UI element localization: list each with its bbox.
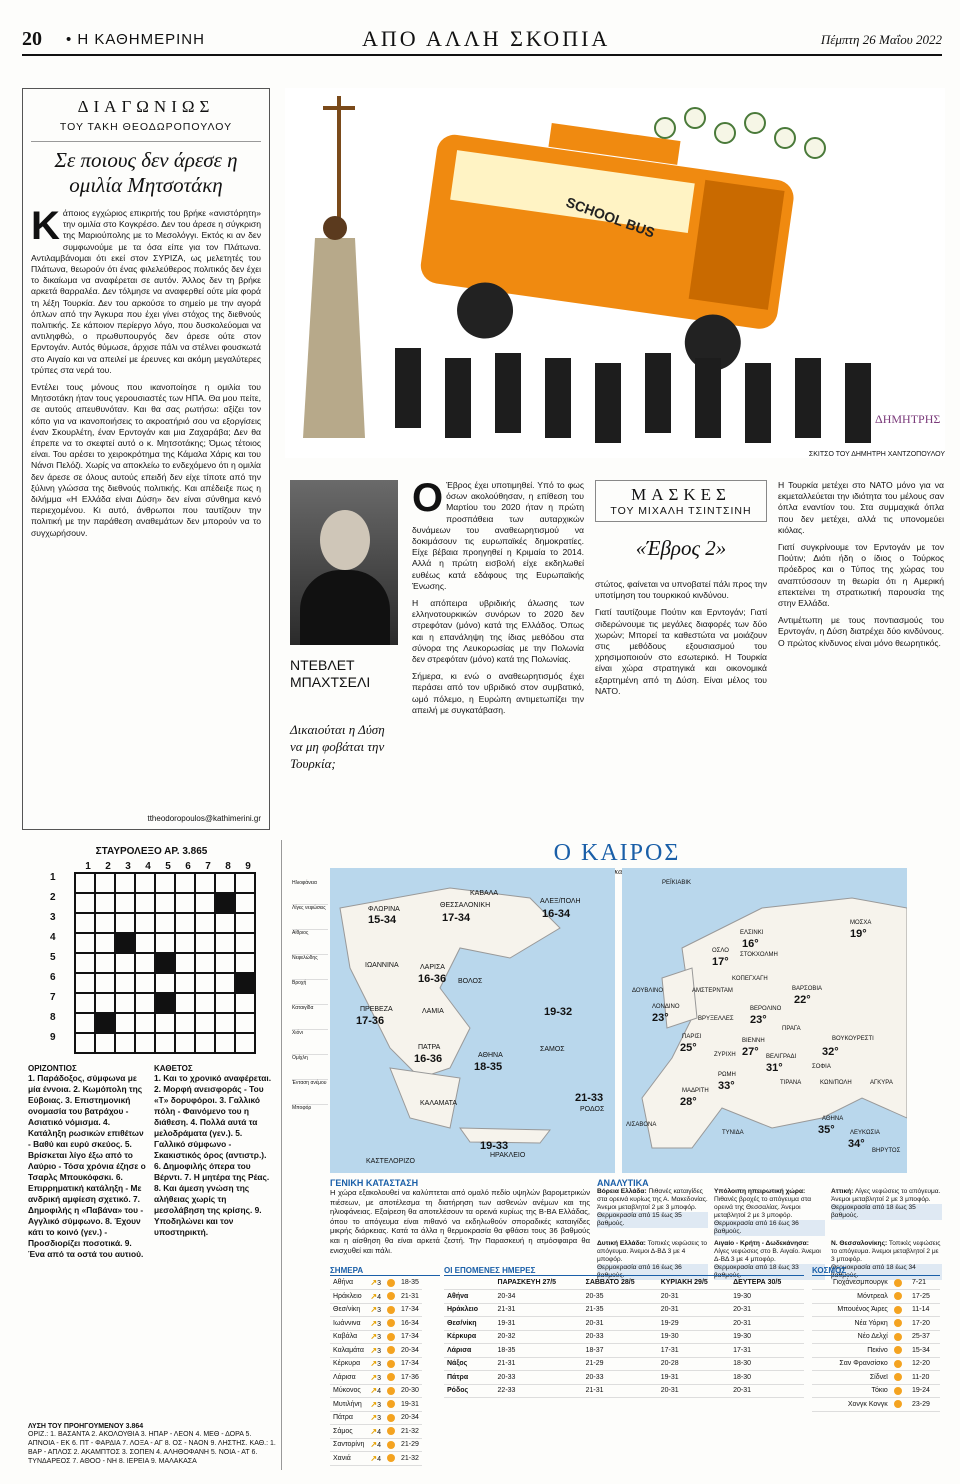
map-city: ΒΑΡΣΟΒΙΑ xyxy=(792,986,823,992)
map-city: ΛΟΝΔΙΝΟ xyxy=(652,1004,680,1010)
paragraph: Η Τουρκία μετέχει στο ΝΑΤΟ μόνο για να εκμεταλλεύεται την ιδιότητα του μέλους σαν όπλα εναντίον του. Στα συμμαχικά όπλα που δεν μετέχει, αλλά τις υπονομεύει κιόλας. xyxy=(778,480,944,535)
column-kicker: ΜΑΣΚΕΣ xyxy=(631,485,731,504)
drop-cap: Ο xyxy=(412,476,444,520)
map-temp: 16-36 xyxy=(414,1053,443,1065)
region-forecast: Δυτική Ελλάδα: Τοπικές νεφώσεις το απόγευμα. Άνεμοι Δ-ΒΔ 3 με 4 μποφόρ. Θερμοκρασία από 16 έως 36 βαθμούς. xyxy=(597,1240,708,1279)
map-temp: 21-33 xyxy=(575,1092,604,1104)
map-city: ΠΑΤΡΑ xyxy=(418,1044,441,1051)
crossword xyxy=(22,840,282,1470)
map-temp: 19-32 xyxy=(544,1006,573,1018)
map-city: ΛΑΡΙΣΑ xyxy=(420,964,445,971)
map-city: ΒΡΥΞΕΛΛΕΣ xyxy=(698,1016,734,1022)
map-city: ΦΛΩΡΙΝΑ xyxy=(368,906,400,913)
map-temp: 19-33 xyxy=(480,1140,509,1152)
table-row: Σίδνεϊ 11-20 xyxy=(812,1371,940,1385)
table-row: Ηράκλειο 21-31 21-35 20-31 20-31 xyxy=(444,1303,804,1317)
column-byline: ΤΟΥ ΤΑΚΗ ΘΕΟΔΩΡΟΠΟΥΛΟΥ xyxy=(59,121,233,133)
map-city: ΚΟΠΕΓΧΑΓΗ xyxy=(732,976,768,982)
paragraph: Σήμερα, κι ενώ ο αναθεωρητισμός έχει περάσει από τον υβριδικό στον συμβατικό, ωμό πόλεμο, η Ευρώπη αντιμετωπίζει την απειλή με συγκατάβαση. xyxy=(412,671,584,715)
map-city: ΑΓΚΥΡΑ xyxy=(870,1080,893,1086)
map-city: ΛΑΜΙΑ xyxy=(422,1008,444,1015)
map-city: ΣΟΦΙΑ xyxy=(812,1064,831,1070)
general-situation: ΓΕΝΙΚΗ ΚΑΤΑΣΤΑΣΗ Η χώρα εξακολουθεί να καλύπτεται από ομαλό πεδίο υψηλών βαρομετρικών πιέσεων, με αποτέλεσμα τη διατήρηση των ασθενών ανέμων και της ηλιοφάνειας. Εξαίρεση θα αποτελέσουν τα ορεινά κυρίως της Β-ΒΑ Ελλάδας, όπου το απόγευμα είναι πιθανό να εκδηλωθούν σποραδικές καταιγίδες μικρής διάρκειας. Κατά τα άλλα η θερμοκρασία θα φθάσει τους 36 βαθμούς και η αίσθηση θα είναι αρκετά ζεστή. Την Παρασκευή η ατμόσφαιρα θα ενισχυθεί και πάλι. xyxy=(330,1178,590,1255)
publication-name: • Η ΚΑΘΗΜΕΡΙΝΗ xyxy=(66,31,205,48)
evros-column xyxy=(412,476,584,835)
map-temp: 15-34 xyxy=(368,914,397,926)
map-temp: 23° xyxy=(750,1014,767,1026)
map-city: ΛΙΣΑΒΟΝΑ xyxy=(626,1122,657,1128)
page-number: 20 xyxy=(22,28,42,50)
crossword-title: ΣΤΑΥΡΟΛΕΞΟ ΑΡ. 3.865 xyxy=(95,846,208,857)
column-headline: «Έβρος 2» xyxy=(635,536,727,560)
map-city: ΑΜΣΤΕΡΝΤΑΜ xyxy=(692,988,733,994)
crossword-row-numbers: 1 2 3 4 5 6 7 8 9 xyxy=(50,872,56,1043)
map-city: ΚΑΣΤΕΛΟΡΙΖΟ xyxy=(366,1158,415,1165)
crossword-col-numbers: 1 2 3 4 5 6 7 8 9 xyxy=(85,861,251,872)
cartoon-illustration xyxy=(285,88,945,458)
paragraph: στώτος, φαίνεται να υπνοβατεί πάλι προς την υποτίμηση του τουρκικού κινδύνου. xyxy=(595,579,768,601)
map-city: ΖΥΡΙΧΗ xyxy=(714,1052,736,1058)
right-column xyxy=(778,480,944,835)
paragraph: Εντέλει τους μόνους που ικανοποίησε η ομιλία του Μητσοτάκη ήταν τους γερουσιαστές των ΗΠΑ. Θα μου πείτε, σε αυτούς απευθυνόταν. Και θα σας ρωτήσω: αξίζει τον κόπο για να ικανοποιήσεις το ακροατήριό σου να εξοργίσεις έναν Σκουρλέτη, έναν Ερντογάν και μια Ζαχαράβα; Δεν θα έπρεπε να το σκεφτεί αυτό ο κ. Μητσοτάκης; Όμως τέτοιος είναι. Του αρέσει το χειροκρότημα της Κάμαλα Χάρις και του Νάνσι Πελόζι. Χωρίς να αποκλείω το ενδεχόμενο ότι η ομιλία δεν άρεσε σε όλους αυτούς επειδή δεν είχε τίποτε από την ξύλινη γλώσσα της διεθνούς πολιτικής. Και απέδειξε πως η διλήμμα «Η Ελλάδα είναι Δύση» δεν είναι σύνθημα κενό περιεχομένου. Κι αυτό, άνθρωποι που ταυτίζουν την πολιτική με την παράθεση αναθεμάτων δεν μπορούν να το συγχωρήσουν. xyxy=(31,382,261,538)
solution-text: ΟΡΙΖ.: 1. ΒΑΣΑΝΤΑ 2. ΑΚΟΛΟΥΘΙΑ 3. ΗΠΑΡ - ΛΕΟΝ 4. ΜΕΘ - ΔΟΡΑ 5. ΑΠΝΟΙΑ - ΕΚ 6. ΠΤ - ΦΑΡΔΙΑ 7. ΛΟΞΑ - ΑΓ 8. ΟΣ - ΝΑΟΝ 9. ΛΗΣΤΗΣ. ΚΑΘ.: 1. ΒΑΡ - ΑΠΛΟΣ 2. ΑΚΑΜΠΤΟΣ 3. ΣΟΠΕΝ 4. ΑΛΗΘΟΦΑΝΗ 5. ΝΟΙΑ - ΑΤ 6. ΤΥΝΔΑΡΕΟΣ 7. ΑΘΟΟ - ΝΗ 8. ΙΕΡΕΙΑ 9. ΜΑΛΑΚΑΣΑ xyxy=(28,1431,276,1465)
issue-date: Πέμπτη 26 Μαΐου 2022 xyxy=(820,32,942,47)
map-city: ΘΕΣΣΑΛΟΝΙΚΗ xyxy=(440,902,491,909)
table-row: Νέο Δελχί 25-37 xyxy=(812,1330,940,1344)
map-city: ΑΛΕΞ/ΠΟΛΗ xyxy=(540,898,581,905)
analytics: ΑΝΑΛΥΤΙΚΑ Βόρεια Ελλάδα: Πιθανές καταιγίδες στα ορεινά κυρίως της Α. Μακεδονίας. Άνεμοι μεταβλητοί 2 με 3 μποφόρ. Θερμοκρασία από 15 έως 35 βαθμούς. Υπόλοιπη ηπειρωτική χώρα: Πιθανές βροχές το απόγευμα στα ορεινά της Θεσσαλίας. Άνεμοι μεταβλητοί 2 με 3 μποφόρ. Θερμοκρασία από 16 έως 36 βαθμούς. Αττική: Λίγες νεφώσεις το απόγευμα. Άνεμοι μεταβλητοί 2 με 3 μποφόρ. Θερμοκρασία από 18 έως 35 βαθμούς. Δυτική Ελλάδα: Τοπικές νεφώσεις το απόγευμα. Άνεμοι Δ-ΒΔ 3 με 4 μποφόρ. Θερμοκρασία από 16 έως 36 βαθμούς. Αιγαίο - Κρήτη - Δωδεκάνησα: Λίγες νεφώσεις στο Β. Αιγαίο. Άνεμοι Δ-ΒΔ 3 με 4 μποφόρ. Θερμοκρασία από 18 έως 33 βαθμούς. Ν. Θεσσαλονίκης: Τοπικές νεφώσεις το απόγευμα. Άνεμοι μεταβλητοί 2 με 3 μποφόρ. Θερμοκρασία από 18 έως 34 βαθμούς. xyxy=(597,1178,941,1279)
portrait-photo xyxy=(290,480,398,645)
map-city: ΑΘΗΝΑ xyxy=(478,1052,503,1059)
greece-map xyxy=(330,868,615,1173)
map-city: ΡΕΪΚΙΑΒΙΚ xyxy=(662,880,692,886)
table-row: Χονγκ Κονγκ 23-29 xyxy=(812,1398,940,1412)
map-city: ΑΘΗΝΑ xyxy=(822,1116,844,1122)
map-city: ΒΕΛΙΓΡΑΔΙ xyxy=(766,1054,797,1060)
map-city: ΙΩΑΝΝΙΝΑ xyxy=(365,962,399,969)
weather-legend: Ηλιοφάνεια Λίγες νεφώσεις Αίθριος Νεφελώδης Βροχή Καταιγίδα Χιόνι Ομίχλη Ένταση ανέμου Μποφόρ xyxy=(292,880,327,1111)
map-city: ΒΟΛΟΣ xyxy=(458,978,483,985)
table-row: Μπουένος Άιρες 11-14 xyxy=(812,1303,940,1317)
region-forecast: Υπόλοιπη ηπειρωτική χώρα: Πιθανές βροχές το απόγευμα στα ορεινά της Θεσσαλίας. Άνεμοι μεταβλητοί 2 με 3 μποφόρ. Θερμοκρασία από 16 έως 36 βαθμούς. xyxy=(714,1188,825,1236)
paragraph: Έβρος έχει υποτιμηθεί. Υπό το φως όσων ακολούθησαν, η επίθεση του Μαρτίου του 2020 ήταν η πρώτη προσπάθεια των αυταρχικών δυνάμεων του αναθεωρητισμού να δοκιμάσουν τις ευρωπαϊκές δημοκρατίες. Είχε βέβαια προηγηθεί η Κριμαία το 2014. Αλλά η πρώτη εισβολή είχε εκδηλωθεί ευθέως κατά εδάφους της Ευρωπαϊκής Ένωσης. xyxy=(412,480,584,591)
author-email: ttheodoropoulos@kathimerini.gr xyxy=(147,814,261,823)
bus-label: SCHOOL BUS xyxy=(563,193,657,241)
region-forecast: Ν. Θεσσαλονίκης: Τοπικές νεφώσεις το απόγευμα. Άνεμοι μεταβλητοί 2 με 3 μποφόρ. Θερμοκρασία από 18 έως 34 βαθμούς. xyxy=(831,1240,941,1279)
map-city: ΚΑΛΑΜΑΤΑ xyxy=(420,1100,458,1107)
map-city: ΒΕΡΟΛΙΝΟ xyxy=(750,1006,782,1012)
table-row: Αθήνα ↗3 18-35 xyxy=(330,1276,422,1290)
maskes-column xyxy=(595,480,767,835)
vertical-clues: 1. Και το χρονικό αναφέρεται. 2. Μορφή ανεισφοράς - Του «Τ» δορυφόροι. 3. Γαλλικό πόλη - Φαινόμενο του η διάθεση. 4. Πολλά αυτά τα μελοδράματα (γεν.). 5. Γαλλικό σύμφωνο - Σκακιστικός όρος (αντιστρ.). 6. Δημοφιλής όπερα του Βέρντι. 7. Η μητέρα της Ρέας. 8. Και άμεση γνώση της αλήθειας χωρίς τη μεσολάβηση της κρίσης. 9. Υποδηλώνει και τον υποστηρικτή. xyxy=(154,1073,272,1237)
column-byline: ΤΟΥ ΜΙΧΑΛΗ ΤΣΙΝΤΣΙΝΗ xyxy=(610,505,752,517)
cartoon-signature: ΔΗΜΗΤΡΗΣ xyxy=(875,412,941,426)
table-row: Μύκονος ↗4 20-30 xyxy=(330,1384,422,1398)
horizontal-clues: 1. Παράδοξος, σύμφωνα με μία έννοια. 2. Κωμόπολη της Εύβοιας. 3. Επιστημονική ονομασία του βατράχου - Ασιατικό νόμισμα. 4. Κατάληξη ρωσικών επιθέτων - Βαθύ και ευρύ σκεύος. 5. Βρίσκεται λίγο έξω από το Λαύριο - Τόσα χρόνια έζησε ο Τσαρλς Μπουκόφσκι. 6. Επιρρηματική κατάληξη - Με ανδρική αμφίεση σχετικό. 7. Δημοφιλής η «Παβάνα» του - Αγγλικό σύμφωνο. 8. Έχουν κάτι το κοινό (γεν.) - Προσδιορίζει ποσοτικά. 9. Ένα από τα οστά του αυτιού. xyxy=(28,1073,146,1259)
map-temp: 17-36 xyxy=(356,1015,385,1027)
paragraph: Αντιμέτωπη με τους ποντιασμούς του Ερντογάν, η Δύση διατρέχει δύο κινδύνους. Ο πρώτος κίνδυνος είναι μόνο θεωρητικός. xyxy=(778,615,944,648)
table-row: Κέρκυρα 20-32 20-33 19-30 19-30 xyxy=(444,1330,804,1344)
europe-map xyxy=(622,868,907,1173)
table-row: Σαν Φρανσίσκο 12-20 xyxy=(812,1357,940,1371)
table-row: Γιοχάνεσμπουργκ 7-21 xyxy=(812,1276,940,1290)
world-table: ΚΟΣΜΟΣ Γιοχάνεσμπουργκ 7-21 Μόντρεαλ 17-25 Μπουένος Άιρες 11-14 Νέα Υόρκη 17-20 Νέο Δελχί 25-37 Πεκίνο 15-34 Σαν Φρανσίσκο 12-20 Σίδνεϊ 11-20 Τόκιο 19-24 Χονγκ Κονγκ 23-29 xyxy=(812,1266,940,1412)
weather-today-line: και xyxy=(614,867,625,876)
map-city: ΤΙΡΑΝΑ xyxy=(780,1080,802,1086)
map-city: ΒΟΥΚΟΥΡΕΣΤΙ xyxy=(832,1036,874,1042)
table-row: Ηράκλειο ↗4 21-31 xyxy=(330,1290,422,1304)
paragraph: άποιος εγχώριος επικριτής του βρήκε «ανιστόρητη» την ομιλία στο Κογκρέσο. Δεν του άρεσε η σύγκριση της Μαριούπολης με το Μεσολόγγι. Εκτός κι αν δεν συμφωνούμε με τα όσα είπε για τον Πλάτωνα. Αντιλαμβάνομαι ότι εκεί στον ΣΥΡΙΖΑ, ως μελετητές του Πλάτωνα, θεωρούν ότι ένας φιλελεύθερος πολιτικός δεν έχει το δικαίωμα να αναφέρεται σε αυτόν. Άλλος δεν τη βρήκε αρκετά θαρραλέα. Δεν τόλμησε να αναφερθεί ούτε μία φορά τη λέξη Τουρκία. Δεν του αρκούσε το σημείο με την αγορά όπλων από την Άγκυρα που έχει γίνει στόχος της διεθνούς πολιτικής. Σε κάποιον περίεργο λόγο, που δυσκολεύομαι να αντιληφθώ, ο πρωθυπουργός δεν άρεσε ούτε στον Ερντογάν. Αυτός θύμωσε, άρχισε πάλι να στέλνει φουσκωτά στο Αιγαίο και να απειλεί με έρευνες και ακόμη μεγαλύτερες τρύπες στα νερά του. xyxy=(31,208,261,375)
table-row: Μυτιλήνη ↗3 19-31 xyxy=(330,1398,422,1412)
paragraph: Γιατί ταυτίζουμε Πούτιν και Ερντογάν; Γιατί σιδερώνουμε τις μεγάλες διαφορές των δύο χωρών; Μπορεί τα καθεστώτα να μοιάζουν στις μεθόδους εξουσιασμού του χρησιμοποιούν στο εσωτερικό. Η Τουρκία είναι χώρα στρατηγικά και οικονομικά εξαρτημένη από τη Δύση. Είναι μέλος του ΝΑΤΟ. xyxy=(595,607,767,696)
table-row: Λάρισα ↗3 17-36 xyxy=(330,1371,422,1385)
map-city: ΕΛΣΙΝΚΙ xyxy=(740,930,764,936)
map-city: ΒΙΕΝΝΗ xyxy=(742,1038,765,1044)
page-header xyxy=(22,22,942,56)
table-row: Νέα Υόρκη 17-20 xyxy=(812,1317,940,1331)
map-temp: 23° xyxy=(652,1012,669,1024)
paragraph: Η απόπειρα υβριδικής άλωσης των ελληνοτουρκικών συνόρων το 2020 δεν στρεφόταν (μόνο) κατά της Ελλάδος. Όπως και η επανάληψη της ίδιας μεθόδου στα σύνορα της Λευκορωσίας με την Πολωνία δεν στρεφόταν (μόνο) κατά της Πολωνίας. xyxy=(412,598,584,665)
table-row: Νάξος 21-31 21-29 20-28 18-30 xyxy=(444,1357,804,1371)
map-city: ΟΣΛΟ xyxy=(712,948,729,954)
next-days-table: ΟΙ ΕΠΟΜΕΝΕΣ ΗΜΕΡΕΣ ΠΑΡΑΣΚΕΥΗ 27/5 ΣΑΒΒΑΤΟ 28/5 ΚΥΡΙΑΚΗ 29/5 ΔΕΥΤΕΡΑ 30/5 Αθήνα 20-34 20-35 20-31 19-30 Ηράκλειο 21-31 21-35 20-31 20-31 Θεσ/νίκη 19-31 20-31 19-29 20-31 Κέρκυρα 20-32 20-33 19-30 19-30 Λάρισα 18-35 18-37 17-31 17-31 Νάξος 21-31 21-29 20-28 18-30 Πάτρα 20-33 20-33 19-31 18-30 Ρόδος 22-33 21-31 20-31 20-31 xyxy=(444,1266,804,1398)
table-row: Σάμος ↗4 21-32 xyxy=(330,1425,422,1439)
map-temp: 35° xyxy=(818,1124,835,1136)
table-row: Θεσ/νίκη ↗3 17-34 xyxy=(330,1303,422,1317)
map-city: ΠΡΕΒΕΖΑ xyxy=(360,1006,393,1013)
weather-section xyxy=(292,840,942,1470)
table-row: Καβάλα ↗3 17-34 xyxy=(330,1330,422,1344)
table-row: Τόκιο 19-24 xyxy=(812,1384,940,1398)
bahceli-name: ΝΤΕΒΛΕΤ ΜΠΑΧΤΣΕΛΙ xyxy=(290,657,371,690)
region-forecast: Αιγαίο - Κρήτη - Δωδεκάνησα: Λίγες νεφώσεις στο Β. Αιγαίο. Άνεμοι Δ-ΒΔ 3 με 4 μποφόρ. Θερμοκρασία από 18 έως 33 βαθμούς. xyxy=(714,1240,825,1280)
table-row: Θεσ/νίκη 19-31 20-31 19-29 20-31 xyxy=(444,1317,804,1331)
map-city: ΚΩΝ/ΠΟΛΗ xyxy=(820,1080,852,1086)
map-temp: 16-34 xyxy=(542,908,571,920)
map-city: ΤΥΝΙΔΑ xyxy=(722,1130,744,1136)
map-temp: 33° xyxy=(718,1080,735,1092)
map-city: ΣΤΟΚΧΟΛΜΗ xyxy=(740,952,778,958)
table-row: Πάτρα ↗3 20-34 xyxy=(330,1411,422,1425)
map-city: ΛΕΥΚΩΣΙΑ xyxy=(850,1130,880,1136)
map-city: ΒΗΡΥΤΟΣ xyxy=(872,1148,901,1154)
table-row: Ρόδος 22-33 21-31 20-31 20-31 xyxy=(444,1384,804,1398)
map-city: ΚΑΒΑΛΑ xyxy=(470,890,499,897)
map-temp: 34° xyxy=(848,1138,865,1150)
table-row: Πάτρα 20-33 20-33 19-31 18-30 xyxy=(444,1371,804,1385)
map-city: ΔΟΥΒΛΙΝΟ xyxy=(632,988,664,994)
map-temp: 22° xyxy=(794,994,811,1006)
region-forecast: Αττική: Λίγες νεφώσεις το απόγευμα. Άνεμοι μεταβλητοί 2 με 3 μποφόρ. Θερμοκρασία από 18 έως 35 βαθμούς. xyxy=(831,1188,941,1219)
table-row: Καλαμάτα ↗3 20-34 xyxy=(330,1344,422,1358)
map-city: ΗΡΑΚΛΕΙΟ xyxy=(490,1152,526,1159)
table-row: Κέρκυρα ↗3 17-34 xyxy=(330,1357,422,1371)
solution-title: ΛΥΣΗ ΤΟΥ ΠΡΟΗΓΟΥΜΕΝΟΥ 3.864 xyxy=(28,1423,144,1430)
column-headline: Σε ποιους δεν άρεσε η ομιλία Μητσοτάκη xyxy=(31,141,261,198)
crossword-grid[interactable] xyxy=(74,872,256,1054)
table-row: Πεκίνο 15-34 xyxy=(812,1344,940,1358)
map-city: ΠΑΡΙΣΙ xyxy=(682,1034,702,1040)
table-row: Σαντορίνη ↗4 21-29 xyxy=(330,1438,422,1452)
table-row: Μόντρεαλ 17-25 xyxy=(812,1290,940,1304)
map-city: ΣΑΜΟΣ xyxy=(540,1046,565,1053)
map-city: ΡΩΜΗ xyxy=(718,1072,736,1078)
table-row: Χανιά ↗4 21-32 xyxy=(330,1452,422,1466)
section-title: ΑΠΟ ΑΛΛΗ ΣΚΟΠΙΑ xyxy=(362,26,611,51)
map-temp: 28° xyxy=(680,1096,697,1108)
table-row: Ιωάννινα ↗3 16-34 xyxy=(330,1317,422,1331)
map-temp: 27° xyxy=(742,1046,759,1058)
table-row: Λάρισα 18-35 18-37 17-31 17-31 xyxy=(444,1344,804,1358)
paragraph: Γιατί συγκρίνουμε τον Ερντογάν με τον Πούτιν; Διότι ήδη ο ίδιος ο Τούρκος πρόεδρος και ο Τύπος της χώρας του αναπτύσσουν τη θεωρία ότι η Αμερική επεκτείνει τη στρατιωτική παρουσία της στην Ελλάδα. xyxy=(778,542,944,609)
map-temp: 19° xyxy=(850,928,867,940)
map-temp: 31° xyxy=(766,1062,783,1074)
table-row: Αθήνα 20-34 20-35 20-31 19-30 xyxy=(444,1290,804,1304)
map-temp: 17-34 xyxy=(442,912,471,924)
vertical-title: ΚΑΘΕΤΟΣ xyxy=(154,1064,193,1073)
cartoon xyxy=(285,88,945,458)
bahceli-quote: Δικαιούται η Δύση να μη φοβάται την Τουρκία; xyxy=(290,722,385,771)
map-temp: 16° xyxy=(742,938,759,950)
map-temp: 16-36 xyxy=(418,973,447,985)
map-city: ΡΟΔΟΣ xyxy=(580,1106,605,1113)
map-temp: 17° xyxy=(712,956,729,968)
region-forecast: Βόρεια Ελλάδα: Πιθανές καταιγίδες στα ορεινά κυρίως της Α. Μακεδονίας. Άνεμοι μεταβλητοί 2 με 3 μποφόρ. Θερμοκρασία από 15 έως 35 βαθμούς. xyxy=(597,1188,708,1227)
map-city: ΠΡΑΓΑ xyxy=(782,1026,801,1032)
map-temp: 32° xyxy=(822,1046,839,1058)
today-table: ΣΗΜΕΡΑ Αθήνα ↗3 18-35 Ηράκλειο ↗4 21-31 Θεσ/νίκη ↗3 17-34 Ιωάννινα ↗3 16-34 Καβάλα ↗3 17-34 Καλαμάτα ↗3 20-34 Κέρκυρα ↗3 17-34 Λάρισα ↗3 17-36 Μύκονος ↗4 20-30 Μυτιλήνη ↗3 19-31 Πάτρα ↗3 20-34 Σάμος ↗4 21-32 Σαντορίνη ↗4 21-29 Χανιά ↗4 21-32 xyxy=(330,1266,440,1466)
diagonios-column xyxy=(22,88,270,830)
map-temp: 25° xyxy=(680,1042,697,1054)
map-temp: 18-35 xyxy=(474,1061,503,1073)
drop-cap: Κ xyxy=(31,204,60,248)
map-city: ΜΟΣΧΑ xyxy=(850,920,872,926)
horizontal-title: ΟΡΙΖΟΝΤΙΟΣ xyxy=(28,1064,77,1073)
bahceli-box xyxy=(290,480,398,835)
map-city: ΜΑΔΡΙΤΗ xyxy=(682,1088,709,1094)
weather-title: Ο ΚΑΙΡΟΣ xyxy=(553,840,681,866)
cartoon-credit: ΣΚΙΤΣΟ ΤΟΥ ΔΗΜΗΤΡΗ ΧΑΝΤΖΟΠΟΥΛΟΥ xyxy=(808,451,945,458)
column-kicker: ΔΙΑΓΩΝΙΩΣ xyxy=(77,97,215,116)
